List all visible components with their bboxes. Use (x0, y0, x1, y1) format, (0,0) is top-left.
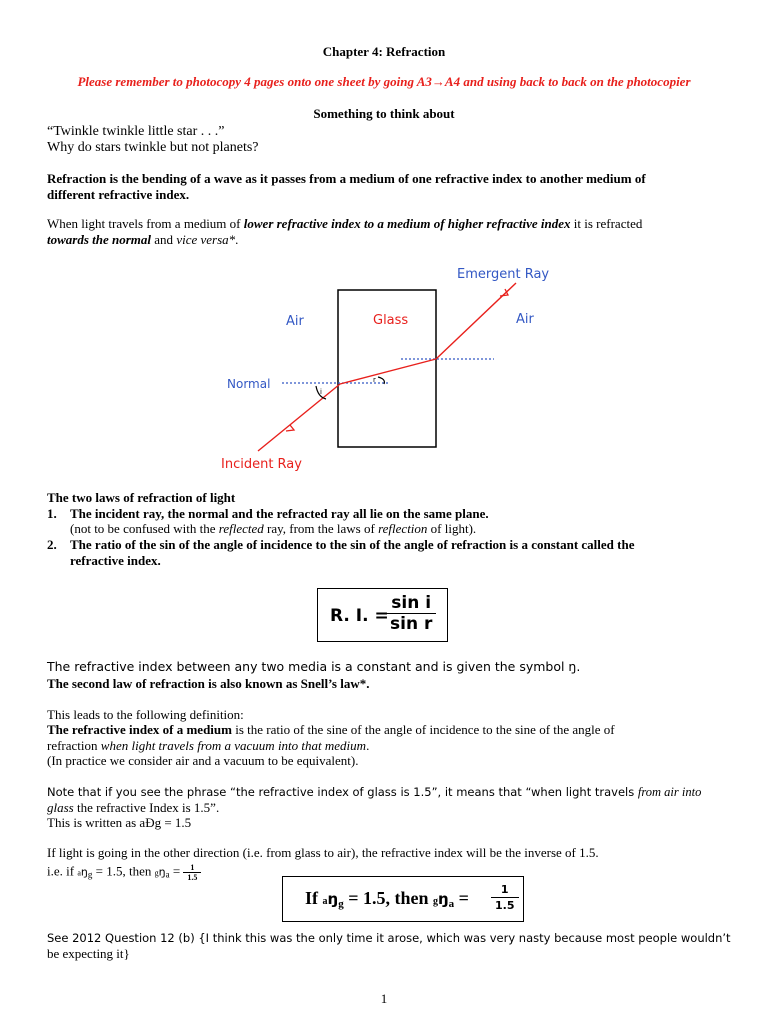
note-line1-a: Note that if you see the phrase “the refractive index of glass is 1.5”, it means that “when light travels (47, 785, 638, 799)
law1-note (70, 521, 476, 537)
formula-denominator: sin r (390, 614, 433, 634)
chapter-title: Chapter 4: Refraction (322, 44, 446, 59)
inverse-sub-g2: g (154, 868, 159, 878)
law1-note-e: of light). (427, 521, 477, 536)
formula2-sub-g2: g (432, 896, 438, 907)
law2-number: 2. (47, 537, 57, 552)
incident-ray-label: Incident Ray (221, 457, 302, 472)
ri-constant-statement: The refractive index between any two media is a constant and is given the symbol ŋ. (47, 659, 581, 674)
definition-refraction: refraction (47, 738, 101, 753)
formula2-equals: = (454, 888, 469, 908)
snells-law-statement: The second law of refraction is also known as Snell’s law*. (47, 676, 370, 691)
inverse-formula-box (282, 876, 524, 922)
emergent-ray (436, 283, 516, 359)
inverse-formula (305, 888, 469, 910)
note-line2-b: the refractive Index is 1.5”. (73, 800, 220, 815)
inverse-eta2: ŋ (158, 865, 166, 879)
laws-heading: The two laws of refraction of light (47, 490, 236, 505)
light-text-and: and (151, 232, 177, 247)
vice-versa: vice versa* (176, 232, 236, 247)
inverse-sub-g: g (87, 869, 93, 880)
air-right-label: Air (516, 312, 534, 327)
twinkle-question: Why do stars twinkle but not planets? (47, 140, 259, 155)
formula2-sub-g: g (338, 898, 344, 910)
formula2-eta2: ŋ (437, 890, 449, 908)
law1-number: 1. (47, 506, 57, 521)
law2-text-line1: The ratio of the sin of the angle of incidence to the sin of the angle of refraction is a constant called the (70, 537, 635, 552)
inverse-sub-a2: a (165, 869, 170, 880)
formula-lhs: R. I. = (330, 606, 389, 626)
formula2-eta: ŋ (327, 890, 339, 908)
inverse-denominator: 1.5 (187, 873, 198, 882)
definition-vacuum: when light travels from a vacuum into that medium (100, 738, 367, 753)
definition-line3: (In practice we consider air and a vacuum to be equivalent). (47, 753, 359, 768)
note-line3: This is written as aÐg = 1.5 (47, 815, 192, 830)
emergent-arrow-icon (500, 289, 508, 296)
formula2-if: If (305, 888, 323, 908)
formula2-numerator: 1 (491, 882, 519, 898)
light-text-b: it is refracted (570, 216, 643, 231)
law1-text: The incident ray, the normal and the refracted ray all lie on the same plane. (70, 506, 489, 521)
inverse-numerator: 1 (183, 863, 201, 873)
inverse-ie: i.e. if (47, 863, 78, 879)
formula2-sub-a: a (322, 896, 328, 907)
inverse-line2 (47, 863, 201, 882)
angle-r-label: r (373, 376, 376, 384)
inverse-line1: If light is going in the other direction (i.e. from glass to air), the refractive index will be the inverse of 1.5. (47, 845, 599, 860)
glass-label: Glass (373, 313, 409, 328)
formula2-sub-a2: a (448, 898, 455, 910)
air-left-label: Air (286, 314, 304, 329)
light-text-period: . (235, 232, 239, 247)
inverse-sub-a: a (77, 868, 81, 878)
see-question-line1: See 2012 Question 12 (b) {I think this was the only time it arose, which was very nasty because most people wouldn’t (47, 931, 731, 945)
formula2-denominator: 1.5 (495, 899, 515, 912)
angle-i-label: i (320, 388, 322, 396)
note-glass: glass (47, 800, 74, 815)
law1-note-a: (not to be confused with the (70, 521, 219, 536)
refraction-definition-line2: different refractive index. (47, 187, 190, 202)
note-line2 (47, 800, 219, 816)
twinkle-quote: “Twinkle twinkle little star . . .” (47, 124, 225, 139)
page-number: 1 (380, 991, 388, 1006)
think-heading: Something to think about (313, 106, 455, 121)
see-question-line2: be expecting it} (47, 946, 130, 961)
law1-note-c: ray, from the laws of (263, 521, 379, 536)
law1-note-reflected: reflected (218, 521, 264, 536)
towards-normal: towards the normal (47, 232, 152, 247)
refraction-definition-line1: Refraction is the bending of a wave as it passes from a medium of one refractive index to another medium of (47, 171, 646, 186)
photocopy-notice: Please remember to photocopy 4 pages onto one sheet by going A3→A4 and using back to back on the photocopier (77, 74, 691, 89)
note-from-air: from air into (637, 785, 702, 799)
inverse-then: = 1.5, then (92, 863, 155, 879)
refracted-ray (340, 359, 436, 384)
law2-text-line2: refractive index. (70, 553, 161, 568)
formula-numerator: sin i (386, 593, 436, 614)
law1-note-reflection: reflection (378, 521, 428, 536)
refraction-diagram (0, 255, 768, 480)
light-text-emphasis: lower refractive index to a medium of higher refractive index (243, 216, 571, 231)
formula2-fraction (491, 882, 519, 913)
normal-label: Normal (227, 377, 271, 391)
definition-term: The refractive index of a medium (47, 722, 232, 737)
formula-fraction (386, 593, 436, 634)
definition-intro: This leads to the following definition: (47, 707, 244, 722)
light-text-a: When light travels from a medium of (47, 216, 244, 231)
incident-ray (258, 384, 340, 451)
emergent-ray-label: Emergent Ray (457, 267, 550, 282)
note-line1 (47, 784, 701, 800)
definition-period: . (366, 738, 370, 753)
inverse-equals: = (169, 863, 184, 879)
definition-line1 (47, 722, 615, 738)
light-travels-line1 (47, 216, 642, 232)
definition-rest: is the ratio of the sine of the angle of incidence to the sine of the angle of (231, 722, 615, 737)
inverse-eta: ŋ (80, 865, 88, 879)
snells-law-formula-box (317, 588, 448, 642)
inverse-fraction (183, 863, 201, 882)
formula2-then: = 1.5, then (343, 888, 433, 908)
light-travels-line2 (47, 232, 238, 248)
definition-line2 (47, 738, 369, 754)
